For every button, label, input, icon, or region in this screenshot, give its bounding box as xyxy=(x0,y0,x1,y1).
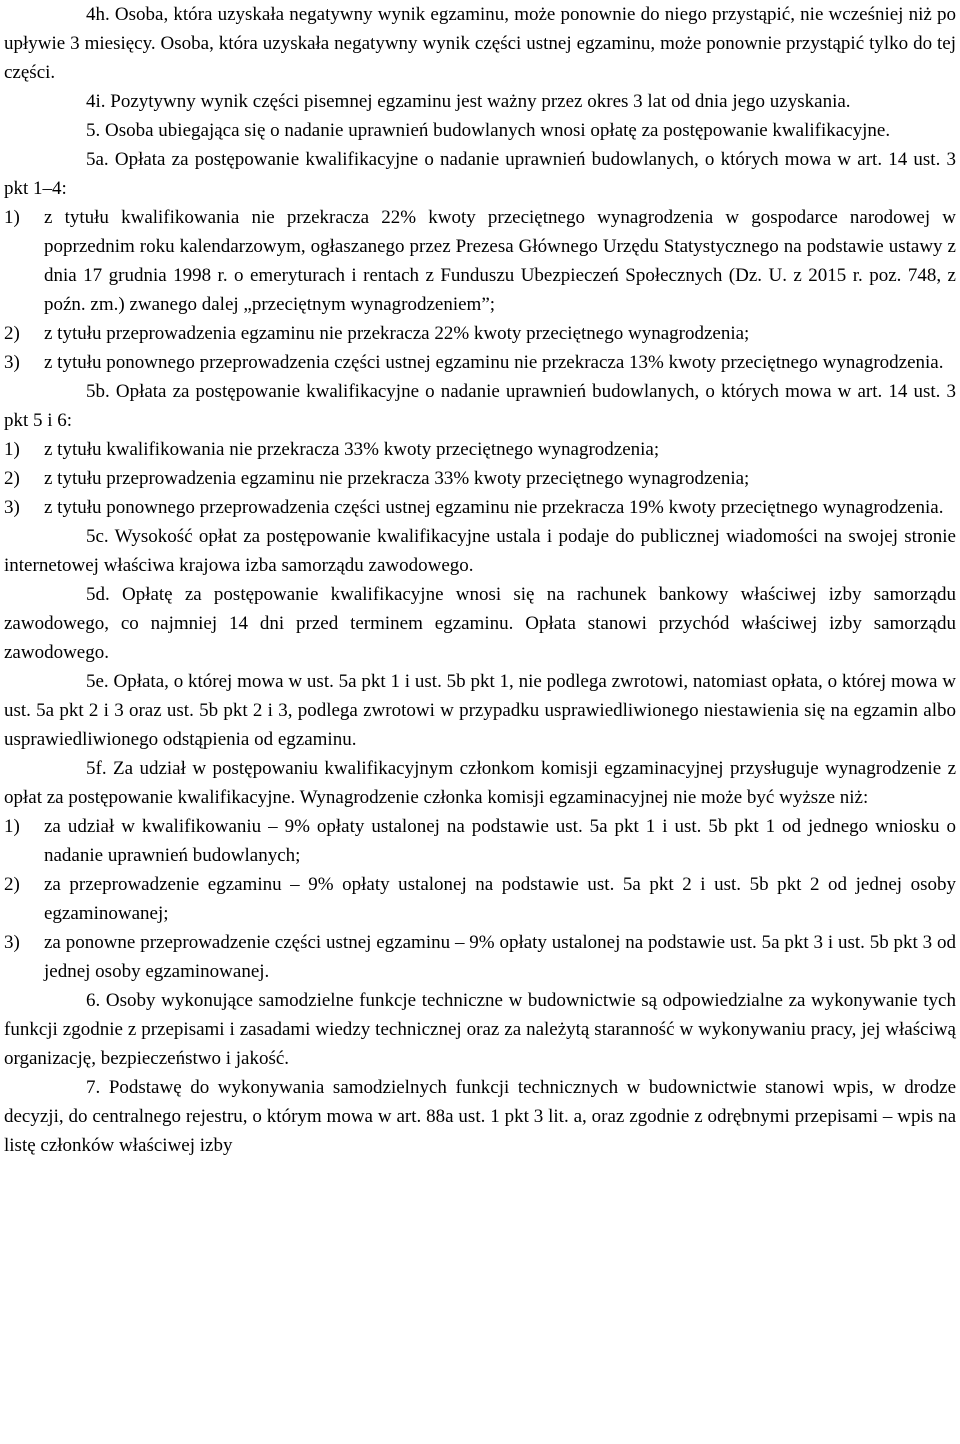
list-item-number: 3) xyxy=(4,352,20,373)
list-item xyxy=(4,464,956,493)
paragraph-5e: 5e. Opłata, o której mowa w ust. 5a pkt 1 i ust. 5b pkt 1, nie podlega zwrotowi, natomiast opłata, o której mowa w ust. 5a pkt 2 i 3 oraz ust. 5b pkt 2 i 3, podlega zwrotowi w przypadku usprawiedliwionego niestawienia się na egzamin albo usprawiedliwionego odstąpienia od egzaminu. xyxy=(4,671,956,750)
paragraph-5d: 5d. Opłatę za postępowanie kwalifikacyjne wnosi się na rachunek bankowy właściwej izby samorządu zawodowego, co najmniej 14 dni przed terminem egzaminu. Opłata stanowi przychód właściwej izby samorządu zawodowego. xyxy=(4,584,956,663)
list-item-text: za ponowne przeprowadzenie części ustnej egzaminu – 9% opłaty ustalonej na podstawie ust. 5a pkt 3 i ust. 5b pkt 3 od jednej osoby egzaminowanej. xyxy=(44,932,956,982)
list-item-number: 1) xyxy=(4,207,20,228)
list-item-text: z tytułu kwalifikowania nie przekracza 33% kwoty przeciętnego wynagrodzenia; xyxy=(44,439,660,460)
paragraph-5b: 5b. Opłata za postępowanie kwalifikacyjne o nadanie uprawnień budowlanych, o których mowa w art. 14 ust. 3 pkt 5 i 6: xyxy=(4,381,956,431)
list-item-text: z tytułu przeprowadzenia egzaminu nie przekracza 22% kwoty przeciętnego wynagrodzenia; xyxy=(44,323,750,344)
list-item-number: 3) xyxy=(4,497,20,518)
list-item-text: za udział w kwalifikowaniu – 9% opłaty ustalonej na podstawie ust. 5a pkt 1 i ust. 5b pkt 1 od jednego wniosku o nadanie uprawnień budowlanych; xyxy=(44,816,956,866)
list-item xyxy=(4,319,956,348)
list-item-text: z tytułu kwalifikowania nie przekracza 22% kwoty przeciętnego wynagrodzenia w gospodarce narodowej w poprzednim roku kalendarzowym, ogłaszanego przez Prezesa Głównego Urzędu Statystycznego na podstawie ustawy z dnia 17 grudnia 1998 r. o emeryturach i rentach z Funduszu Ubezpieczeń Społecznych (Dz. U. z 2015 r. poz. 748, z poźn. zm.) zwanego dalej „przeciętnym wynagrodzeniem”; xyxy=(44,207,956,315)
list-5a xyxy=(4,203,956,377)
list-item-text: z tytułu ponownego przeprowadzenia części ustnej egzaminu nie przekracza 13% kwoty przeciętnego wynagrodzenia. xyxy=(44,352,944,373)
list-item xyxy=(4,435,956,464)
list-item-number: 3) xyxy=(4,932,20,953)
list-item-number: 1) xyxy=(4,439,20,460)
list-item xyxy=(4,870,956,928)
paragraph-4i: 4i. Pozytywny wynik części pisemnej egzaminu jest ważny przez okres 3 lat od dnia jego uzyskania. xyxy=(86,91,851,112)
list-item-number: 2) xyxy=(4,468,20,489)
list-item xyxy=(4,812,956,870)
paragraph-5: 5. Osoba ubiegająca się o nadanie uprawnień budowlanych wnosi opłatę za postępowanie kwalifikacyjne. xyxy=(86,120,891,141)
list-item-text: z tytułu przeprowadzenia egzaminu nie przekracza 33% kwoty przeciętnego wynagrodzenia; xyxy=(44,468,750,489)
paragraph-6: 6. Osoby wykonujące samodzielne funkcje techniczne w budownictwie są odpowiedzialne za wykonywanie tych funkcji zgodnie z przepisami i zasadami wiedzy technicznej oraz za należytą staranność w wykonywaniu pracy, jej właściwą organizację, bezpieczeństwo i jakość. xyxy=(4,990,956,1069)
paragraph-4h: 4h. Osoba, która uzyskała negatywny wynik egzaminu, może ponownie do niego przystąpić, nie wcześniej niż po upływie 3 miesięcy. Osoba, która uzyskała negatywny wynik części ustnej egzaminu, może ponownie przystąpić tylko do tej części. xyxy=(4,4,956,83)
list-item-number: 1) xyxy=(4,816,20,837)
list-item-text: z tytułu ponownego przeprowadzenia części ustnej egzaminu nie przekracza 19% kwoty przeciętnego wynagrodzenia. xyxy=(44,497,944,518)
list-item-number: 2) xyxy=(4,874,20,895)
paragraph-7: 7. Podstawę do wykonywania samodzielnych funkcji technicznych w budownictwie stanowi wpis, w drodze decyzji, do centralnego rejestru, o którym mowa w art. 88a ust. 1 pkt 3 lit. a, oraz zgodnie z odrębnymi przepisami – wpis na listę członków właściwej izby xyxy=(4,1077,956,1156)
list-item xyxy=(4,348,956,377)
list-item-number: 2) xyxy=(4,323,20,344)
list-item xyxy=(4,928,956,986)
paragraph-5f: 5f. Za udział w postępowaniu kwalifikacyjnym członkom komisji egzaminacyjnej przysługuje wynagrodzenie z opłat za postępowanie kwalifikacyjne. Wynagrodzenie członka komisji egzaminacyjnej nie może być wyższe niż: xyxy=(4,758,956,808)
list-item xyxy=(4,203,956,319)
list-item-text: za przeprowadzenie egzaminu – 9% opłaty ustalonej na podstawie ust. 5a pkt 2 i ust. 5b pkt 2 od jednej osoby egzaminowanej; xyxy=(44,874,956,924)
paragraph-5c: 5c. Wysokość opłat za postępowanie kwalifikacyjne ustala i podaje do publicznej wiadomości na swojej stronie internetowej właściwa krajowa izba samorządu zawodowego. xyxy=(4,526,956,576)
list-5f xyxy=(4,812,956,986)
list-item xyxy=(4,493,956,522)
paragraph-5a: 5a. Opłata za postępowanie kwalifikacyjne o nadanie uprawnień budowlanych, o których mowa w art. 14 ust. 3 pkt 1–4: xyxy=(4,149,956,199)
list-5b xyxy=(4,435,956,522)
